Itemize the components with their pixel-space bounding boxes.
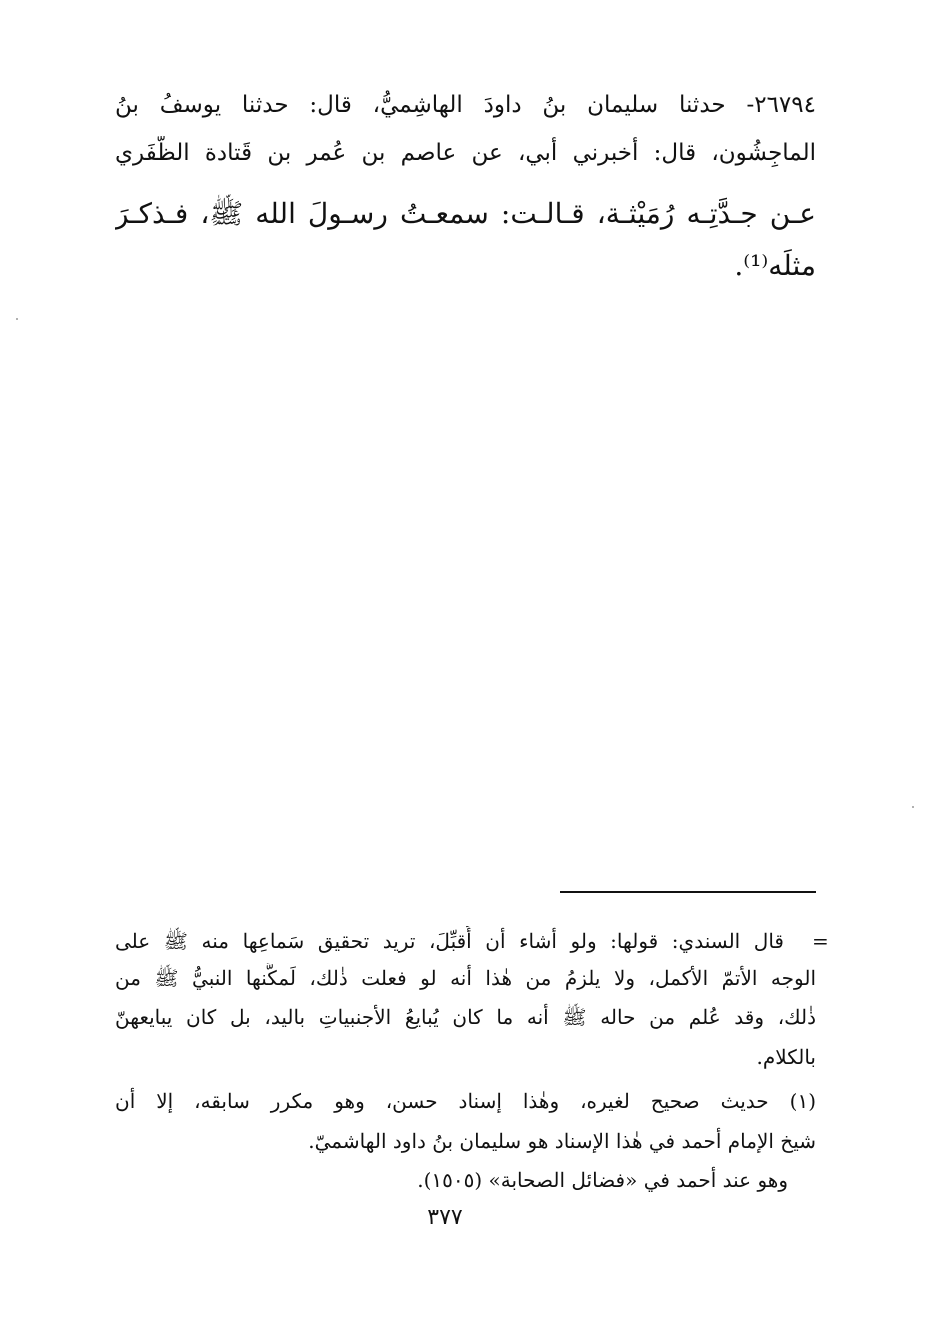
footnote-1-line-1: (١) حديث صحيح لغيره، وهٰذا إسناد حسن، وهو مكرر سابقه، إلا أن bbox=[115, 1089, 816, 1113]
hadith-line-3: عـن جـدَّتِـه رُمَيْثـة، قـالـت: سمعـتُ رسـولَ الله ﷺ، فـذكـرَ bbox=[115, 197, 816, 230]
footnote-1-line-2: شيخ الإمام أحمد في هٰذا الإسناد هو سليمان بنُ داود الهاشميّ. bbox=[308, 1129, 816, 1153]
footnote-separator bbox=[560, 891, 816, 893]
scan-speck bbox=[912, 806, 914, 808]
footnote-continuation-line-4: بالكلام. bbox=[756, 1045, 816, 1069]
footnote-continuation-line-2: الوجه الأتمّ الأكمل، ولا يلزمُ من هٰذا أنه لو فعلت ذٰلك، لَمكَّنها النبيُّ ﷺ من bbox=[115, 966, 816, 990]
hadith-line-1: ٢٦٧٩٤- حدثنا سليمان بنُ داودَ الهاشِميُّ، قال: حدثنا يوسفُ بنُ bbox=[115, 92, 816, 118]
footnote-continuation-line-1: قال السندي: قولها: ولو أشاء أن أُقبِّلَ، تريد تحقيق سَماعِها منه ﷺ على bbox=[115, 929, 784, 953]
page-number: ٣٧٧ bbox=[427, 1205, 463, 1230]
footnote-continuation-line-3: ذٰلك، وقد عُلم من حاله ﷺ أنه ما كان يُبايعُ الأجنبياتِ باليد، بل كان يبايعهنّ bbox=[115, 1005, 816, 1029]
continuation-mark: = bbox=[812, 929, 829, 953]
footnote-1-extra: وهو عند أحمد في «فضائل الصحابة» (١٥٠٥). bbox=[417, 1168, 788, 1192]
hadith-line-2: الماجِشُون، قال: أخبرني أبي، عن عاصم بن عُمر بن قَتادة الظَّفَري bbox=[115, 140, 816, 166]
scan-speck bbox=[16, 318, 18, 320]
hadith-line-4: مثلَه⁽¹⁾. bbox=[734, 249, 816, 282]
